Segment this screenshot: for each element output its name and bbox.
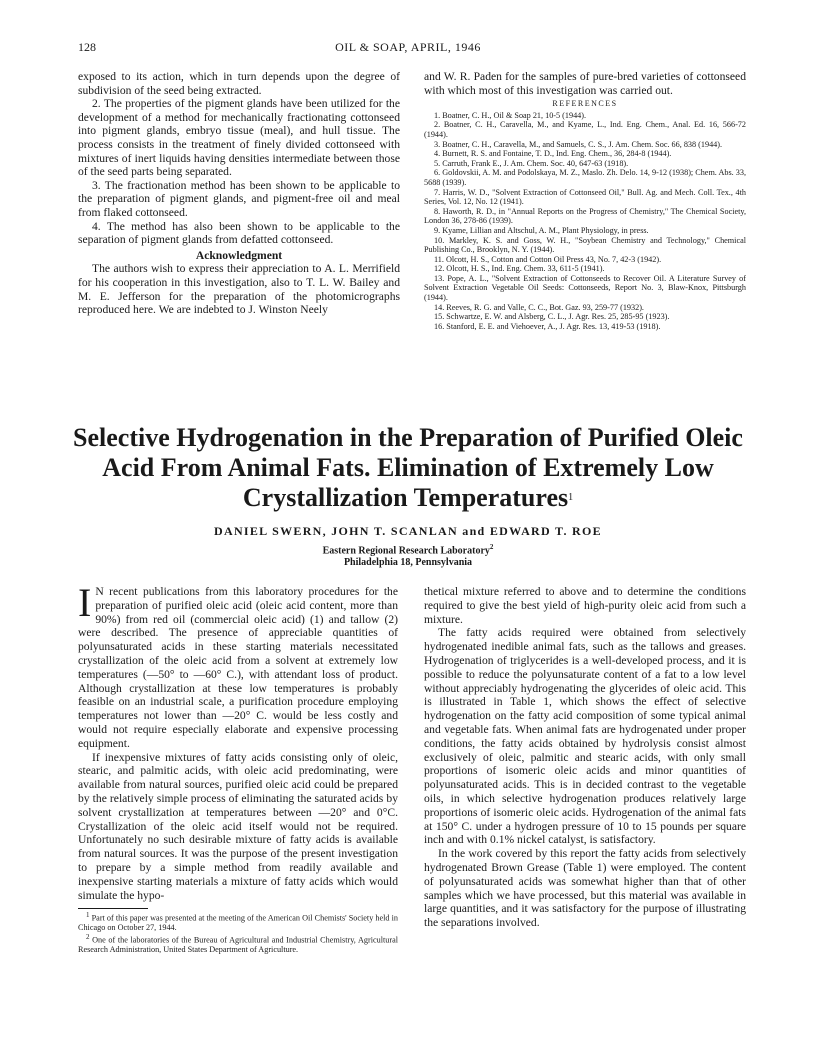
footnote-2-marker: 2 [86, 932, 90, 941]
reference-item: 10. Markley, K. S. and Goss, W. H., "Soybean Chemistry and Technology," Chemical Publishing Co., Brooklyn, N. Y. (1944). [424, 235, 746, 255]
footnote-2-text: One of the laboratories of the Bureau of Agricultural and Industrial Chemistry, Agricultural Research Administration, United States Department of Agriculture. [78, 935, 399, 955]
reference-item: 7. Harris, W. D., "Solvent Extraction of Cottonseed Oil," Bull. Ag. and Mech. Coll. Tex., 4th Series, Vol. 12, No. 12 (1941). [424, 187, 746, 207]
acknowledgment-heading: Acknowledgment [195, 248, 283, 262]
reference-item: 5. Carruth, Frank E., J. Am. Chem. Soc. 40, 647-63 (1918). [434, 158, 629, 168]
article-affiliation [60, 541, 756, 569]
article-right-column [424, 585, 746, 930]
affiliation-city: Philadelphia 18, Pennsylvania [343, 557, 473, 569]
affiliation-footnote-marker: 2 [489, 543, 494, 551]
article-title-text: Selective Hydrogenation in the Preparation of Purified Oleic Acid From Animal Fats. Elimination of Extremely Low Crystallization Temperatures [73, 423, 743, 512]
acknowledgment-text: The authors wish to express their appreciation to A. L. Merrifield for his cooperation in this investigation, also to T. L. W. Bailey and M. E. Jefferson for the preparation of the photomicrographs reproduced here. We are indebted to J. Winston Neely [78, 262, 400, 317]
footnote-1-text: Part of this paper was presented at the meeting of the American Oil Chemists' Society held in Chicago on October 27, 1944. [78, 914, 399, 933]
reference-list [424, 111, 746, 332]
body-paragraph-4: The fatty acids required were obtained from selectively hydrogenated inedible animal fats, such as the tallows and greases. Hydrogenation of triglycerides is a well-developed process, and it is possible to reduce the polyunsaturate content of a fat to a low level without appreciably hydrogenating the glycerides of oleic acid. This is illustrated in Table 1, which shows the effect of selective hydrogenation on the fatty acid composition of some typical animal and vegetable fats. When animal fats are hydrogenated under proper conditions, the fatty acids obtained by hydrolysis consist almost exclusively of oleic, palmitic and stearic acids, with only small proportions of isomeric oleic acids and minor quantities of polyunsaturated acids. This is in decided contrast to the vegetable oils, in which selective hydrogenation produces relatively large proportions of isomeric oleic acids. Hydrogenation of the animal fats at 150° C. under a hydrogen pressure of 10 to 15 pounds per square inch and with 0.1% nickel catalyst, is satisfactory. [424, 626, 746, 847]
journal-title-line: OIL & SOAP, APRIL, 1946 [335, 40, 481, 54]
article-left-column [78, 580, 399, 955]
footnote-2 [78, 933, 398, 955]
body-paragraph-5: In the work covered by this report the fatty acids from selectively hydrogenated Brown Grease (Table 1) were employed. The content of polyunsaturated acids was somewhat higher than that of other samples which we have processed, but this material was available in large quantities, and it was satisfactory for the purpose of illustrating the separations involved. [424, 847, 746, 930]
page-number: 128 [78, 40, 96, 54]
reference-item: 3. Boatner, C. H., Caravella, M., and Samuels, C. S., J. Am. Chem. Soc. 66, 838 (1944). [434, 139, 723, 149]
article-title [60, 423, 756, 513]
reference-item: 16. Stanford, E. E. and Viehoever, A., J. Agr. Res. 13, 419-53 (1918). [434, 321, 661, 331]
reference-item: 11. Olcott, H. S., Cotton and Cotton Oil Press 43, No. 7, 42-3 (1942). [434, 254, 662, 264]
reference-item: 6. Goldovskii, A. M. and Podolskaya, M. Z., Maslo. Zh. Delo. 14, 9-12 (1938); Chem. Abs. 33, 5688 (1939). [424, 168, 746, 187]
reference-item: 8. Haworth, R. D., in "Annual Reports on the Progress of Chemistry," The Chemical Society, London 36, 278-86 (1939). [424, 206, 746, 226]
footnote-divider [78, 908, 148, 909]
reference-item: 12. Olcott, H. S., Ind. Eng. Chem. 33, 611-5 (1941). [434, 264, 605, 274]
affiliation-lab: Eastern Regional Research Laboratory [322, 545, 490, 557]
reference-item: 2. Boatner, C. H., Caravella, M., and Kyame, L., Ind. Eng. Chem., Anal. Ed. 16, 566-72 (1944). [424, 120, 746, 139]
previous-article-left-column [78, 70, 400, 317]
footnote-1-marker: 1 [86, 911, 90, 920]
reference-item: 4. Burnett, R. S. and Fontaine, T. D., Ind. Eng. Chem., 36, 284-8 (1944). [434, 149, 672, 159]
summary-paragraph-4: 4. The method has also been shown to be applicable to the separation of pigment glands from defatted cottonseed. [78, 219, 400, 247]
references-heading: REFERENCES [552, 99, 618, 109]
footnotes [78, 911, 398, 954]
reference-item: 13. Pope, A. L., "Solvent Extraction of Cottonseeds to Recover Oil. A Literature Survey of Solvent Extraction Vegetable Oil Seeds: Cottonseeds, Report No. 3, Blaw-Knox, Pittsburgh (1944). [424, 273, 746, 303]
running-head [78, 40, 738, 58]
summary-paragraph-2: 2. The properties of the pigment glands have been utilized for the development of a method for mechanically fractionating cottonseed into pigment glands, embryo tissue (meal), and hull tissue. The process consists in the treatment of finely divided cottonseed with mixtures of inert liquids having densities intermediate between those of the seed parts being separated. [78, 97, 400, 179]
reference-item: 1. Boatner, C. H., Oil & Soap 21, 10-5 (1944). [434, 110, 587, 120]
title-footnote-marker: 1 [568, 492, 574, 503]
reference-item: 14. Reeves, R. G. and Valle, C. C., Bot. Gaz. 93, 259-77 (1932). [434, 302, 644, 312]
drop-cap: I [78, 580, 92, 625]
reference-item: 15. Schwartze, E. W. and Alsberg, C. L., J. Agr. Res. 25, 285-95 (1923). [434, 312, 670, 322]
body-paragraph-3: thetical mixture referred to above and to determine the conditions required to give the best yield of high-purity oleic acid from such a mixture. [424, 585, 746, 626]
article-authors: DANIEL SWERN, JOHN T. SCANLAN and EDWARD T. ROE [214, 524, 602, 538]
summary-paragraph-1: exposed to its action, which in turn depends upon the degree of subdivision of the seed being extracted. [78, 70, 400, 97]
previous-article-right-column [424, 70, 746, 331]
reference-item: 9. Kyame, Lillian and Altschul, A. M., Plant Physiology, in press. [434, 225, 649, 235]
body-paragraph-1-text: N recent publications from this laboratory procedures for the preparation of purified oleic acid (oleic acid content, more than 90%) from red oil (commercial oleic acid) (1) and tallow (2) were described. The presence of appreciable quantities of polyunsaturated acids in these starting materials necessitated crystallization of the oleic acid from a solvent at extremely low temperatures (—50° to —60° C.), with attendant loss of product. Although crystallization at these low temperatures is probably feasible on an industrial scale, a purification procedure employing temperatures not lower than —20° C. would be less costly and would not require especially elaborate and expensive processing equipment. [78, 585, 398, 750]
body-paragraph-1 [78, 580, 398, 751]
summary-paragraph-3: 3. The fractionation method has been shown to be applicable to the preparation of pigment glands, and pigment-free oil and meal from flaked cottonseed. [78, 178, 400, 219]
footnote-1 [78, 911, 398, 933]
body-paragraph-2: If inexpensive mixtures of fatty acids consisting only of oleic, stearic, and palmitic acids, with oleic acid predominating, were available from natural sources, purified oleic acid could be prepared by the relatively simple process of eliminating the saturated acids by solvent crystallization at temperatures between —20° and 0°C. Crystallization of the oleic acid itself would not be required. Unfortunately no such desirable mixture of fatty acids is available from natural sources. It was the purpose of the present investigation to prepare by a simple method from readily available and inexpensive starting materials a mixture of fatty acids which would simulate the hypo- [78, 750, 398, 902]
acknowledgment-continued: and W. R. Paden for the samples of pure-bred varieties of cottonseed with which most of this investigation was carried out. [424, 70, 746, 97]
